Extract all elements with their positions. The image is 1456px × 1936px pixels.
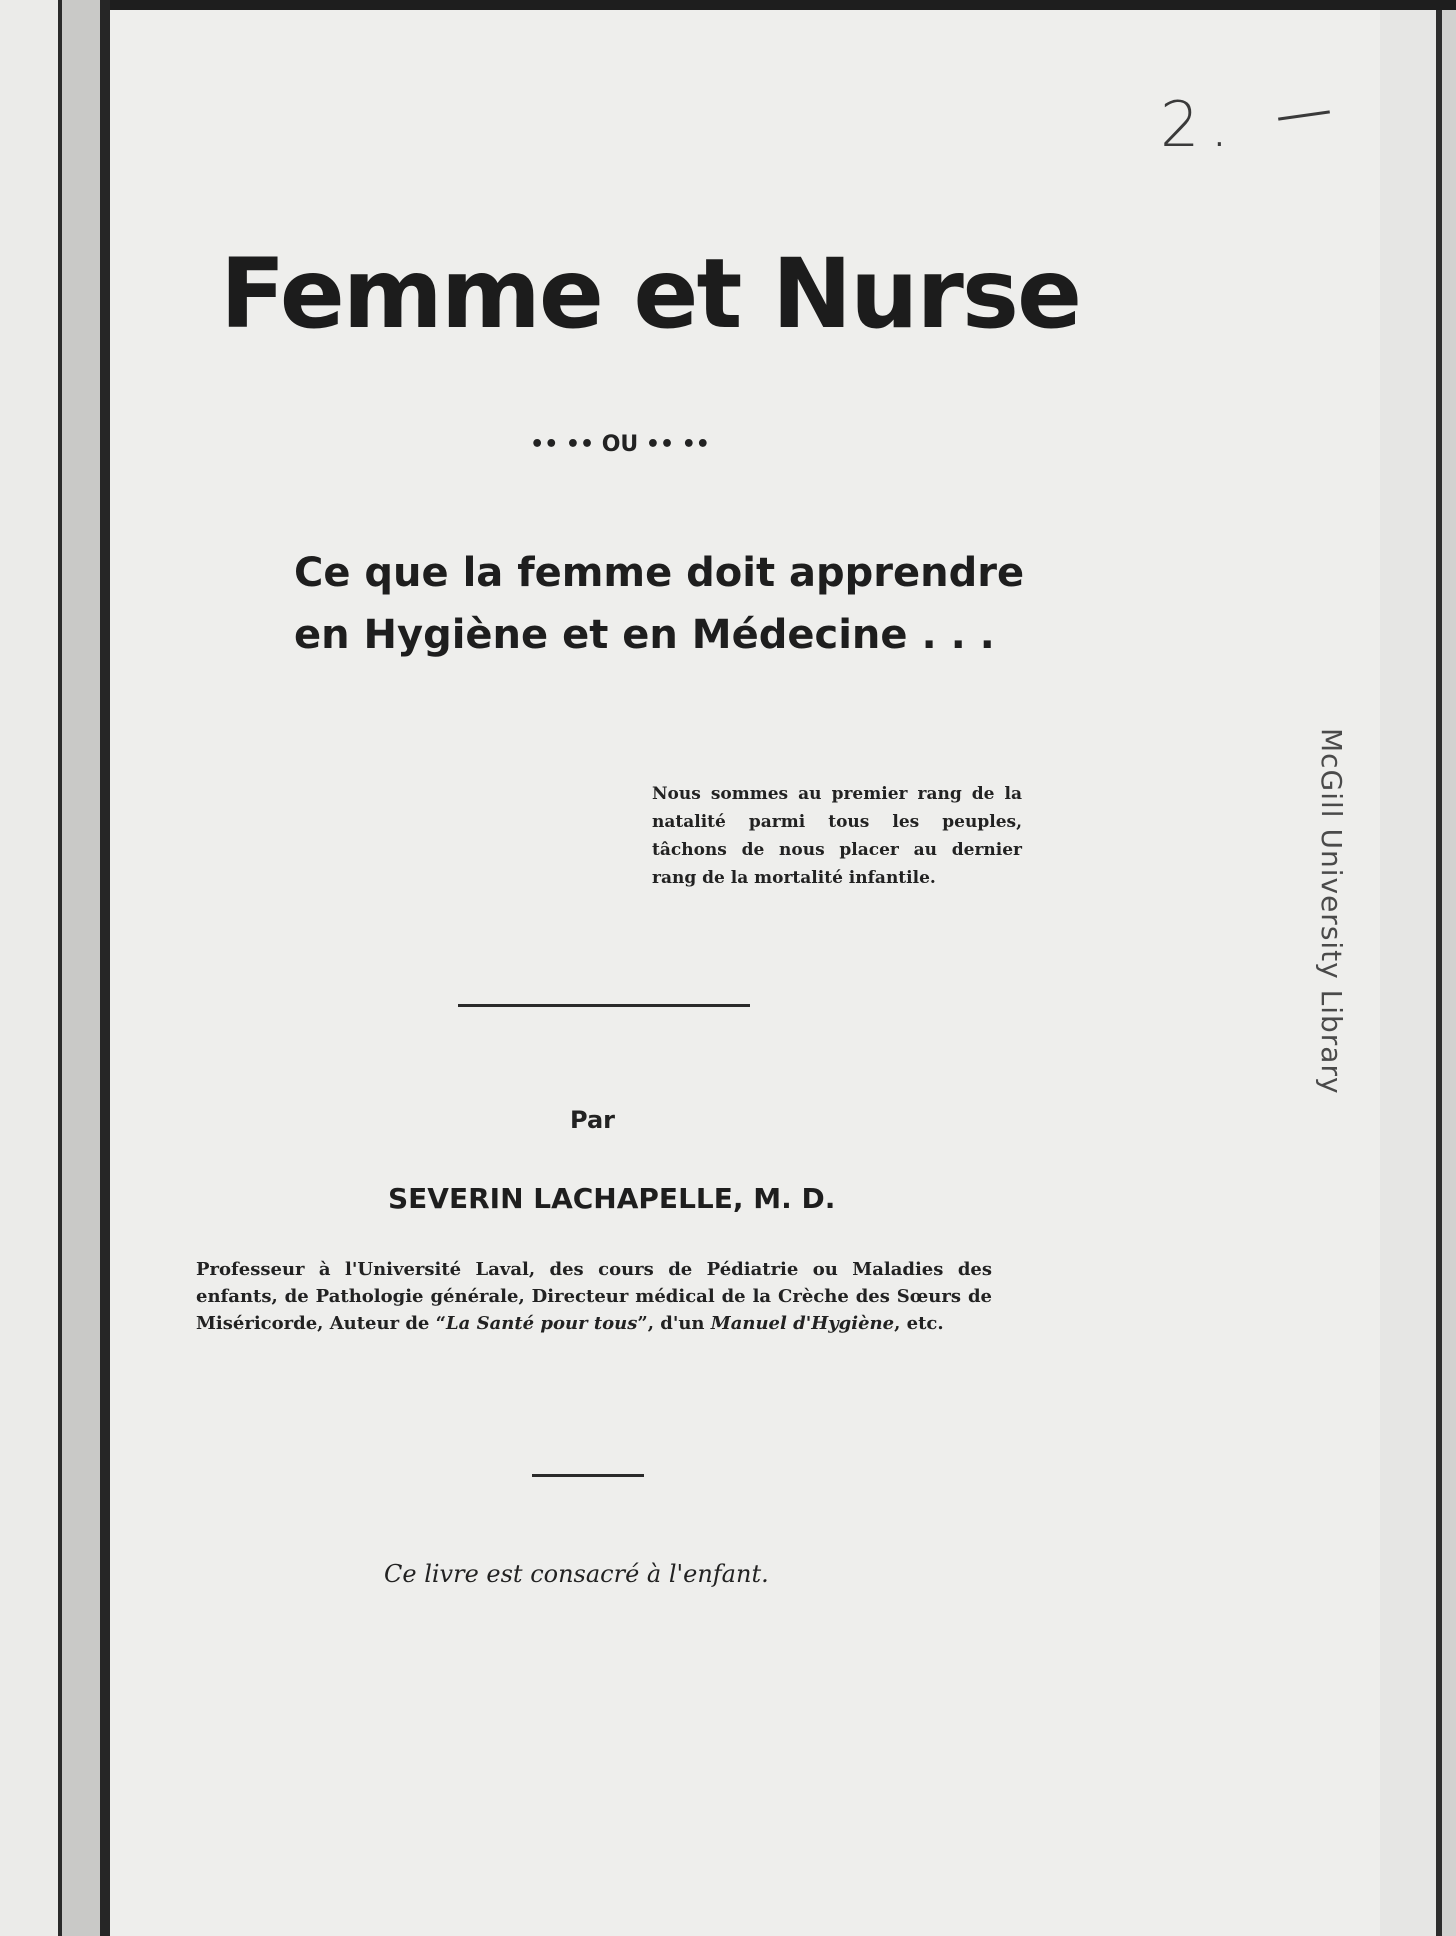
subtitle-line-2: en Hygiène et en Médecine . . . — [294, 612, 995, 658]
title-separator: •• •• OU •• •• — [530, 432, 710, 457]
author-name: SEVERIN LACHAPELLE, M. D. — [388, 1182, 836, 1215]
book-gutter — [62, 0, 100, 1936]
credentials-text-3: , etc. — [894, 1313, 944, 1334]
author-credentials — [196, 1256, 992, 1337]
subtitle-line-1: Ce que la femme doit apprendre — [294, 550, 1025, 596]
credentials-text-2: ”, d'un — [637, 1313, 711, 1334]
credentials-text: Professeur à l'Université Laval, des cours de Pédiatrie ou Maladies des enfants, de Pathologie générale, Directeur médical de la Crèche des Sœurs de Miséricorde, Auteur de “ — [196, 1259, 992, 1334]
page-edge-line — [100, 0, 110, 1936]
book-title: Femme et Nurse — [220, 238, 1081, 350]
top-scan-border — [110, 0, 1456, 10]
dedication: Ce livre est consacré à l'enfant. — [384, 1560, 769, 1588]
book-title-sante: La Santé pour tous — [446, 1313, 638, 1334]
book-subtitle — [294, 542, 1025, 666]
divider-rule — [458, 1004, 750, 1007]
right-margin — [1380, 0, 1436, 1936]
library-stamp: McGill University Library — [1315, 728, 1348, 1095]
book-title-manuel: Manuel d'Hygiène — [710, 1313, 895, 1334]
epigraph: Nous sommes au premier rang de la natalité parmi tous les peuples, tâchons de nous placer au dernier rang de la mortalité infantile. — [652, 784, 1022, 888]
short-divider-rule — [532, 1474, 644, 1477]
scan-border — [1442, 0, 1456, 1936]
by-label: Par — [570, 1106, 615, 1134]
left-page-edge — [0, 0, 58, 1936]
handwritten-page-number: 2. — [1160, 88, 1340, 168]
